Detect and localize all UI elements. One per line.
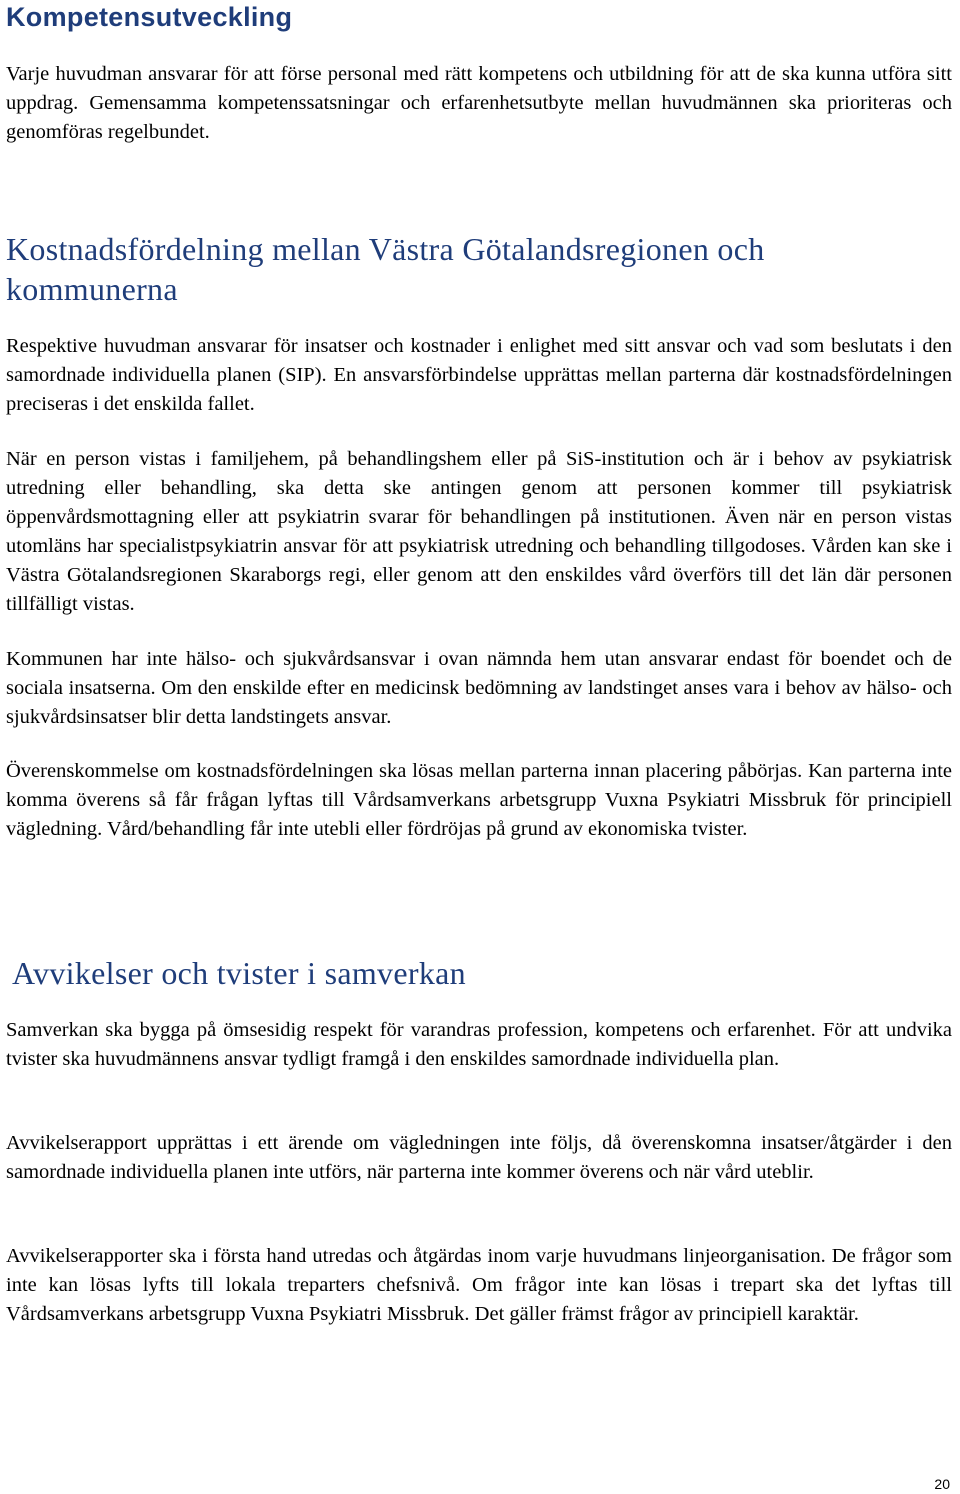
heading-avvikelser: Avvikelser och tvister i samverkan	[12, 955, 466, 991]
paragraph-avvikelser-2: Avvikelserapport upprättas i ett ärende om vägledningen inte följs, då överenskomna insatser/åtgärder i den samordnade individuella planen inte utförs, när parterna inte kommer överens och när vård uteblir.	[6, 1132, 952, 1183]
heading-kostnadsfordelning: Kostnadsfördelning mellan Västra Götalandsregionen och kommunerna	[6, 231, 765, 307]
paragraph-kostnad-1: Respektive huvudman ansvarar för insatser och kostnader i enlighet med sitt ansvar och vad som beslutats i den samordnade individuella planen (SIP). En ansvarsförbindelse upprättas mellan parterna där kostnadsfördelningen preciseras i det enskilda fallet.	[6, 335, 952, 415]
paragraph-kostnad-4: Överenskommelse om kostnadsfördelningen ska lösas mellan parterna innan placering påbörjas. Kan parterna inte komma överens så får frågan lyftas till Vårdsamverkans arbetsgrupp Vuxna Psykiatri Missbruk för principiell vägledning. Vård/behandling får inte utebli eller fördröjas på grund av ekonomiska tvister.	[6, 760, 952, 840]
paragraph-kompetens-1: Varje huvudman ansvarar för att förse personal med rätt kompetens och utbildning för att de ska kunna utföra sitt uppdrag. Gemensamma kompetenssatsningar och erfarenhetsutbyte mellan huvudmännen ska prioriteras och genomföras regelbundet.	[6, 63, 952, 143]
paragraph-kostnad-3: Kommunen har inte hälso- och sjukvårdsansvar i ovan nämnda hem utan ansvarar endast för boendet och de sociala insatserna. Om den enskilde efter en medicinsk bedömning av landstinget anses vara i behov av hälso- och sjukvårdsinsatser blir detta landstingets ansvar.	[6, 648, 952, 728]
paragraph-avvikelser-3: Avvikelserapporter ska i första hand utredas och åtgärdas inom varje huvudmans linjeorganisation. De frågor som inte kan lösas lyfts till lokala treparters chefsnivå. Om frågor inte kan lösas i trepart ska det lyftas till Vårdsamverkans arbetsgrupp Vuxna Psykiatri Missbruk. Det gäller främst frågor av principiell karaktär.	[6, 1245, 952, 1325]
paragraph-kostnad-2: När en person vistas i familjehem, på behandlingshem eller på SiS-institution och är i behov av psykiatrisk utredning eller behandling, ska detta ske antingen genom att personen kommer till psykiatrisk öppenvårdsmottagning eller att psykiatrin svarar för behandlingen på institutionen. Även när en person vistas utomläns har specialistpsykiatrin ansvar för att psykiatrisk utredning och behandling tillgodoses. Vården kan ske i Västra Götalandsregionen Skaraborgs regi, eller genom att den enskildes vård överförs till det län där personen tillfälligt vistas.	[6, 448, 952, 615]
paragraph-avvikelser-1: Samverkan ska bygga på ömsesidig respekt för varandras profession, kompetens och erfarenhet. För att undvika tvister ska huvudmännens ansvar tydligt framgå i den enskildes samordnade individuella plan.	[6, 1019, 952, 1070]
heading-kompetensutveckling: Kompetensutveckling	[6, 2, 293, 32]
page-number: 20	[934, 1476, 950, 1492]
